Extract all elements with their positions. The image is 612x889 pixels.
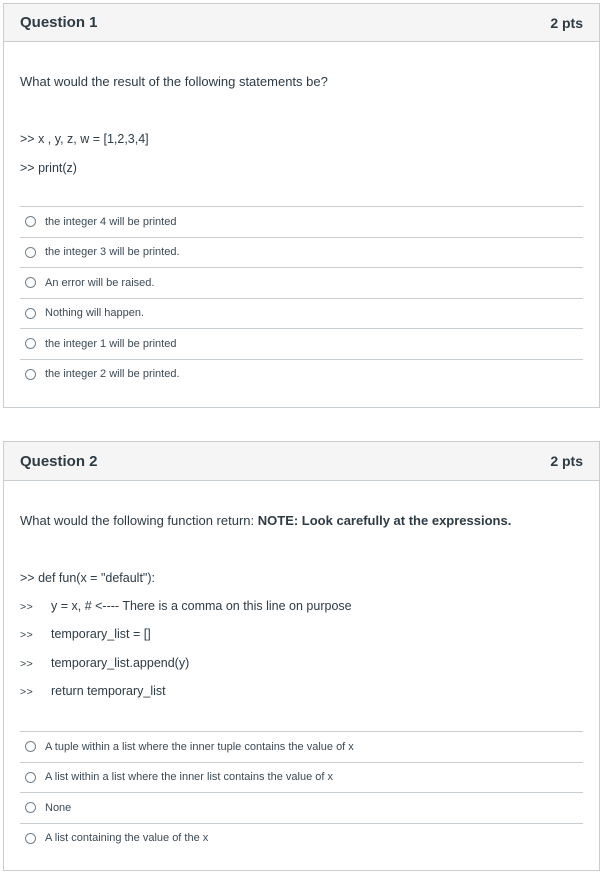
question-1-code-line-2: >> print(z)	[20, 161, 77, 175]
question-1-card	[3, 3, 600, 408]
question-1-title: Question 1	[20, 14, 98, 31]
radio-button[interactable]	[25, 833, 36, 844]
radio-button[interactable]	[25, 741, 36, 752]
question-1-answer-option[interactable]	[20, 237, 583, 268]
question-2-code-line-5	[20, 684, 580, 700]
radio-button[interactable]	[25, 772, 36, 783]
answer-label: the integer 4 will be printed	[45, 215, 177, 228]
radio-button[interactable]	[25, 338, 36, 349]
question-2-answer-option[interactable]	[20, 792, 583, 823]
answer-label: None	[45, 801, 72, 814]
radio-button[interactable]	[25, 802, 36, 813]
question-1-prompt: What would the result of the following statements be?	[20, 74, 328, 89]
radio-button[interactable]	[25, 277, 36, 288]
question-1-answer-option[interactable]	[20, 328, 583, 359]
radio-button[interactable]	[25, 247, 36, 258]
code-prompt: >>	[20, 686, 34, 698]
question-1-points: 2 pts	[550, 14, 583, 31]
code-body: temporary_list = []	[51, 627, 151, 641]
question-2-code-line-2	[20, 599, 580, 615]
code-body: return temporary_list	[51, 684, 166, 698]
question-2-title: Question 2	[20, 452, 98, 470]
question-2-code-line-1: >> def fun(x = "default"):	[20, 571, 155, 585]
question-2-answer-list	[20, 731, 583, 853]
question-1-answer-option[interactable]	[20, 206, 583, 237]
question-2-card	[3, 441, 600, 871]
code-prompt: >>	[20, 601, 34, 613]
answer-label: A tuple within a list where the inner tuple contains the value of x	[45, 740, 354, 753]
question-1-answer-option[interactable]	[20, 267, 583, 298]
radio-button[interactable]	[25, 308, 36, 319]
code-prompt: >>	[20, 629, 34, 641]
question-1-answer-option[interactable]	[20, 359, 583, 390]
question-2-header	[4, 442, 599, 481]
question-2-prompt-note: NOTE: Look carefully at the expressions.	[257, 513, 512, 528]
question-2-points: 2 pts	[550, 453, 583, 469]
question-2-prompt-text: What would the following function return:	[20, 513, 258, 528]
radio-button[interactable]	[25, 216, 36, 227]
code-prompt: >>	[20, 658, 34, 670]
answer-label: the integer 2 will be printed.	[45, 368, 180, 381]
question-2-answer-option[interactable]	[20, 731, 583, 762]
question-2-prompt	[20, 513, 511, 528]
answer-label: A list within a list where the inner list contains the value of x	[45, 771, 333, 784]
answer-label: the integer 3 will be printed.	[45, 246, 180, 259]
code-body: y = x, # <---- There is a comma on this line on purpose	[51, 599, 352, 613]
code-body: temporary_list.append(y)	[51, 656, 190, 670]
answer-label: Nothing will happen.	[45, 307, 145, 320]
answer-label: the integer 1 will be printed	[45, 337, 177, 350]
radio-button[interactable]	[25, 369, 36, 380]
answer-label: A list containing the value of the x	[45, 832, 209, 845]
question-2-answer-option[interactable]	[20, 762, 583, 793]
question-2-answer-option[interactable]	[20, 823, 583, 854]
question-1-answer-list	[20, 206, 583, 389]
question-1-code-line-1: >> x , y, z, w = [1,2,3,4]	[20, 132, 149, 146]
question-2-code-line-4	[20, 656, 580, 672]
question-1-answer-option[interactable]	[20, 298, 583, 329]
question-2-code-line-3	[20, 627, 580, 643]
answer-label: An error will be raised.	[45, 276, 155, 289]
question-1-header	[4, 4, 599, 42]
